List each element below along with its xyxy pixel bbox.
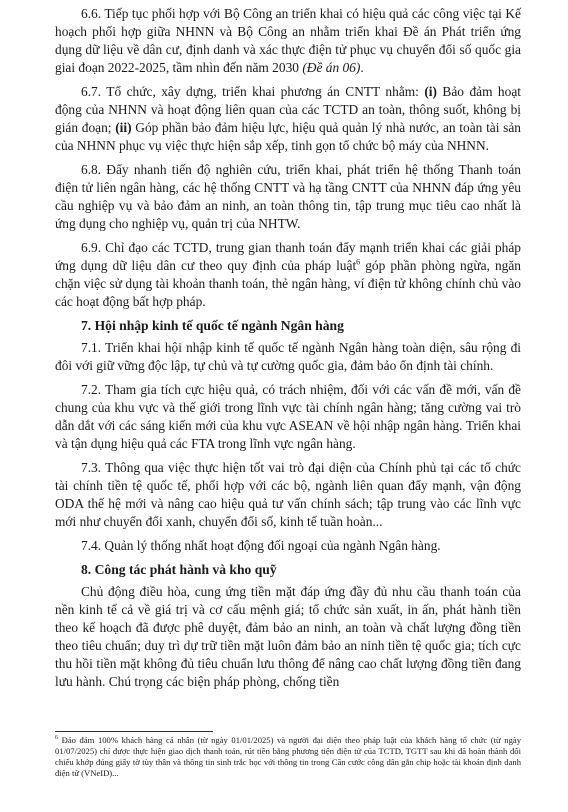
italic-reference: (Đề án 06)	[302, 60, 361, 75]
paragraph-7-2: 7.2. Tham gia tích cực hiệu quả, có trách nhiệm, đối với các vấn đề mới, vấn đề chung của khu vực và thế giới trong lĩnh vực tài chính ngân hàng; tăng cường vai trò dẫn dắt với các sáng kiến mới của khu vực ASEAN về hội nhập ngân hàng. Triển khai và tận dụng hiệu quả các FTA trong lĩnh vực ngân hàng.	[55, 382, 521, 451]
paragraph-7-4: 7.4. Quản lý thống nhất hoạt động đối ngoại của ngành Ngân hàng.	[81, 538, 441, 553]
paragraph-6-6: 6.6. Tiếp tục phối hợp với Bộ Công an triển khai có hiệu quả các công việc tại Kế hoạch phối hợp giữa NHNN và Bộ Công an nhằm triển khai Đề án Phát triển ứng dụng dữ liệu về dân cư, định danh và xác thực điện tử phục vụ chuyển đổi số quốc gia giai đoạn 2022-2025, tầm nhìn đến năm 2030 (Đề án 06).	[55, 6, 521, 75]
paragraph-6-8: 6.8. Đẩy nhanh tiến độ nghiên cứu, triển khai, phát triển hệ thống Thanh toán điện tử liên ngân hàng, các hệ thống CNTT và hạ tầng CNTT của NHNN đáp ứng yêu cầu nghiệp vụ và bảo đảm an ninh, an toàn thông tin, tập trung mục tiêu cao nhất là ứng dụng cho nghiệp vụ, quản trị của NHTW.	[55, 162, 521, 231]
footnote-6: $^6$ Đảo đảm 100% khách hàng cá nhân (từ ngày 01/01/2025) và người đại diện theo pháp luật của khách hàng tổ chức (từ ngày 01/07/2025) chỉ được thực hiện giao dịch thanh toán, rút tiền bằng phương tiện điện tử của TCTD, TGTT sau khi đã hoàn thành đối chiếu khớp đúng giấy tờ tùy thân và thông tin sinh trắc học với thông tin trong Căn cước công dân gắn chip hoặc tài khoản định danh điện tử (VNeID)...	[55, 735, 521, 778]
paragraph-8: Chủ động điều hòa, cung ứng tiền mặt đáp ứng đầy đủ nhu cầu thanh toán của nền kinh tế cả về giá trị và cơ cấu mệnh giá; tổ chức sản xuất, in ấn, phát hành tiền theo kế hoạch đã được phê duyệt, đảm bảo an ninh, an toàn và chất lượng đồng tiền theo tiêu chuẩn; duy trì dự trữ tiền mặt luôn đảm bảo an ninh tiền tệ quốc gia; tích cực thu hồi tiền mặt không đủ tiêu chuẩn lưu thông để nâng cao chất lượng đồng tiền đang lưu hành. Chú trọng các biện pháp phòng, chống tiền	[55, 584, 521, 689]
document-body	[55, 5, 521, 697]
paragraph-6-7: 6.7. Tổ chức, xây dựng, triển khai phương án CNTT nhằm: (i) Bảo đảm hoạt động của NHNN và hoạt động liên quan của các TCTD an toàn, thông suốt, không bị gián đoạn; (ii) Góp phần bảo đảm hiệu lực, hiệu quả quản lý nhà nước, an toàn tài sản của NHNN phục vụ việc thực hiện sắp xếp, tinh gọn tổ chức bộ máy của NHNN.	[55, 84, 522, 153]
section-heading-7: 7. Hội nhập kinh tế quốc tế ngành Ngân hàng	[81, 318, 344, 333]
paragraph-7-3: 7.3. Thông qua việc thực hiện tốt vai trò đại diện của Chính phủ tại các tổ chức tài chính tiền tệ quốc tế, phối hợp với các bộ, ngành liên quan đẩy mạnh, vận động ODA thế hệ mới và nâng cao hiệu quả tư vấn chính sách; tập trung vào các lĩnh vực mới như chuyển đổi xanh, chuyển đổi số, kinh tế tuần hoàn...	[55, 460, 521, 529]
footnote-marker: 6	[55, 735, 58, 742]
section-heading-8: 8. Công tác phát hành và kho quỹ	[81, 562, 277, 577]
footnote-divider	[55, 731, 213, 732]
paragraph-6-9: 6.9. Chỉ đạo các TCTD, trung gian thanh toán đẩy mạnh triển khai các giải pháp ứng dụng dữ liệu dân cư theo quy định của pháp luật$^6$ góp phần phòng ngừa, ngăn chặn việc sử dụng tài khoản thanh toán, thẻ ngân hàng, ví điện tử không chính chủ vào các hoạt động bất hợp pháp.	[55, 240, 521, 309]
footnote-area	[55, 731, 521, 779]
footnote-reference[interactable]: 6	[356, 257, 361, 267]
paragraph-7-1: 7.1. Triển khai hội nhập kinh tế quốc tế ngành Ngân hàng toàn diện, sâu rộng đi đôi với giữ vững độc lập, tự chủ và tự cường quốc gia, đảm bảo ổn định tài chính.	[55, 340, 521, 373]
